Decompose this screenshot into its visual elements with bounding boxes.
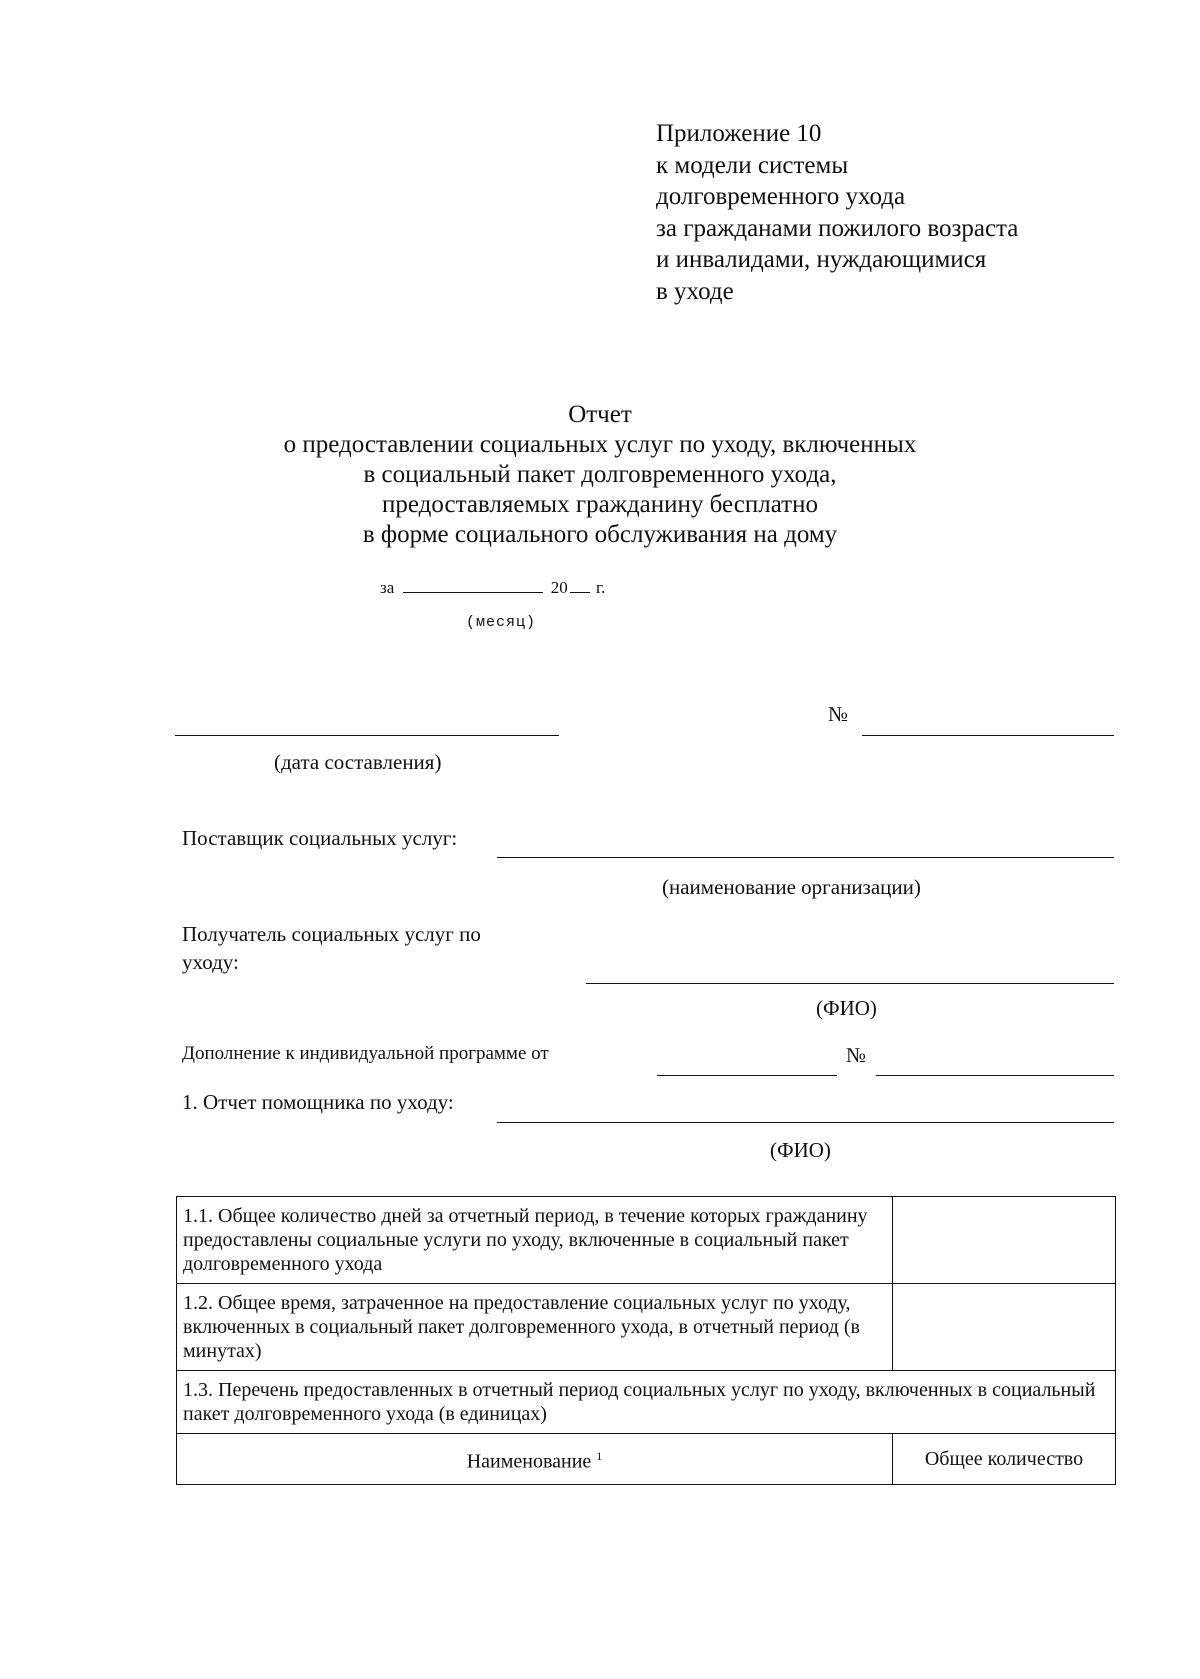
col-total-header: Общее количество [893, 1434, 1116, 1485]
table-row [177, 1284, 1116, 1371]
assistant-label: 1. Отчет помощника по уходу: [182, 1090, 454, 1114]
table-row [177, 1371, 1116, 1434]
title-line: в форме социального обслуживания на дому [362, 521, 838, 548]
recipient-label-line2: уходу: [182, 950, 239, 974]
appendix-line: долговременного ухода [656, 183, 906, 210]
addendum-date-blank[interactable] [657, 1075, 837, 1076]
recipient-blank[interactable] [586, 983, 1114, 984]
row-days-label: 1.1. Общее количество дней за отчетный период, в течение которых гражданину предоставлены социальные услуги по уходу, включенные в социальный пакет долговременного ухода [177, 1197, 893, 1284]
recipient-caption: (ФИО) [816, 996, 877, 1020]
report-table [176, 1196, 1116, 1485]
appendix-line: Приложение 10 [656, 120, 822, 147]
table-row [177, 1197, 1116, 1284]
month-blank[interactable] [403, 591, 543, 593]
col-name-footnote: 1 [596, 1449, 603, 1463]
col-name-header [177, 1434, 893, 1485]
year-suffix: г. [596, 578, 606, 597]
title-line: о предоставлении социальных услуг по уходу, включенных [283, 431, 917, 458]
period-prefix: за [380, 578, 395, 597]
provider-label: Поставщик социальных услуг: [182, 826, 458, 850]
title-line: в социальный пакет долговременного ухода, [363, 461, 837, 488]
addendum-number-blank[interactable] [876, 1075, 1114, 1076]
addendum-label: Дополнение к индивидуальной программе от [182, 1043, 549, 1064]
date-blank[interactable] [175, 735, 559, 736]
date-caption: (дата составления) [274, 750, 442, 774]
table-header-row [177, 1434, 1116, 1485]
row-services-label: 1.3. Перечень предоставленных в отчетный период социальных услуг по уходу, включенных в социальный пакет долговременного ухода (в единицах) [177, 1371, 1116, 1434]
row-time-label: 1.2. Общее время, затраченное на предоставление социальных услуг по уходу, включенных в социальный пакет долговременного ухода, в отчетный период (в минутах) [177, 1284, 893, 1371]
month-caption: (месяц) [466, 614, 537, 631]
period-line [380, 578, 605, 598]
col-name-label: Наименование [466, 1450, 592, 1473]
year-prefix: 20 [550, 578, 568, 597]
row-time-value[interactable] [893, 1284, 1116, 1371]
provider-blank[interactable] [497, 857, 1114, 858]
appendix-line: и инвалидами, нуждающимися [656, 246, 987, 273]
appendix-line: в уходе [656, 277, 734, 305]
recipient-label-line1: Получатель социальных услуг по [182, 922, 481, 946]
number-blank[interactable] [862, 735, 1114, 736]
appendix-line: к модели системы [656, 151, 849, 179]
title-line: предоставляемых гражданину бесплатно [382, 491, 818, 518]
assistant-blank[interactable] [497, 1122, 1114, 1123]
year-blank[interactable] [570, 591, 590, 593]
number-sign: № [828, 702, 849, 726]
appendix-block [656, 118, 1018, 307]
row-days-value[interactable] [893, 1197, 1116, 1284]
addendum-number-sign: № [846, 1043, 867, 1067]
assistant-caption: (ФИО) [770, 1138, 831, 1162]
title-heading: Отчет [568, 401, 632, 428]
appendix-line: за гражданами пожилого возраста [656, 214, 1019, 242]
provider-caption: (наименование организации) [662, 875, 921, 899]
report-title [180, 400, 1020, 550]
